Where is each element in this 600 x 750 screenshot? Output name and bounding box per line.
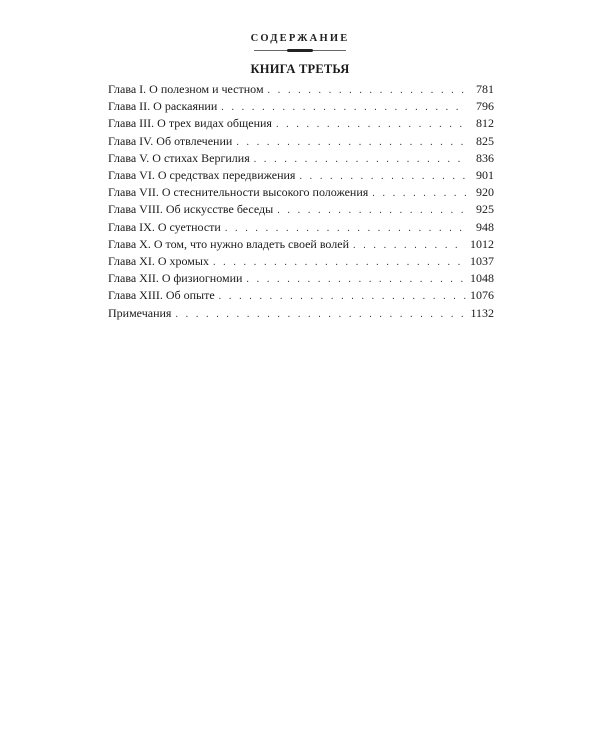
dot-leader (225, 220, 466, 237)
toc-entry-page: 1048 (470, 271, 494, 286)
toc-entry-label: Глава XIII. Об опыте (108, 288, 215, 303)
dot-leader (353, 237, 466, 254)
book-title: КНИГА ТРЕТЬЯ (250, 62, 350, 76)
toc-entry-page: 901 (476, 167, 494, 182)
toc-entry-page: 920 (476, 185, 494, 200)
toc-entry-page: 825 (476, 133, 494, 148)
toc-entry[interactable] (108, 115, 494, 132)
toc-entry[interactable] (108, 150, 494, 167)
running-title: СОДЕРЖАНИЕ (250, 33, 350, 44)
toc-entry[interactable] (108, 167, 494, 184)
toc-entry-page: 1037 (470, 253, 494, 268)
toc-entry[interactable] (108, 270, 494, 287)
notes-page: 1132 (470, 306, 494, 320)
toc-entry-page: 796 (476, 99, 494, 114)
dot-leader (299, 168, 466, 185)
toc-entry[interactable] (108, 287, 494, 304)
toc-entry-label: Глава XI. О хромых (108, 253, 209, 268)
dot-leader (254, 151, 466, 168)
toc-entry-label: Глава VIII. Об искусстве беседы (108, 202, 274, 217)
toc-entry-label: Глава VII. О стеснительности высокого положения (108, 185, 369, 200)
page-header (0, 33, 600, 51)
toc-entry-label: Глава IX. О суетности (108, 219, 221, 234)
toc-entry[interactable] (108, 236, 494, 253)
dot-leader (175, 306, 466, 323)
notes-section (108, 305, 494, 322)
dot-leader (268, 82, 466, 99)
toc-entry[interactable] (108, 81, 494, 98)
toc-entry[interactable] (108, 133, 494, 150)
toc-entry-label: Глава I. О полезном и честном (108, 82, 264, 96)
table-of-contents (108, 81, 494, 304)
toc-entry-label: Глава XII. О физиогномии (108, 271, 243, 286)
toc-entry[interactable] (108, 98, 494, 115)
dot-leader (372, 185, 466, 202)
toc-entry-notes[interactable] (108, 305, 494, 322)
toc-entry[interactable] (108, 253, 494, 270)
toc-entry[interactable] (108, 184, 494, 201)
toc-entry-label: Глава III. О трех видах общения (108, 116, 272, 131)
toc-entry-page: 1076 (470, 288, 494, 303)
dot-leader (236, 134, 466, 151)
dot-leader (277, 202, 466, 219)
dot-leader (219, 288, 466, 305)
toc-entry-label: Глава VI. О средствах передвижения (108, 167, 296, 182)
dot-leader (221, 99, 466, 116)
toc-entry-label: Глава X. О том, что нужно владеть своей волей (108, 236, 350, 251)
toc-entry-page: 1012 (470, 236, 494, 251)
toc-entry-label: Глава IV. Об отвлечении (108, 133, 233, 148)
toc-entry-page: 948 (476, 219, 494, 234)
toc-entry-page: 925 (476, 202, 494, 217)
toc-entry-label: Глава V. О стихах Вергилия (108, 150, 250, 165)
dot-leader (276, 116, 466, 133)
header-divider (254, 50, 346, 51)
toc-entry-page: 781 (476, 82, 494, 96)
dot-leader (213, 254, 466, 271)
toc-entry-label: Глава II. О раскаянии (108, 99, 218, 114)
notes-label: Примечания (108, 306, 172, 320)
toc-entry[interactable] (108, 219, 494, 236)
toc-entry-page: 812 (476, 116, 494, 131)
dot-leader (246, 271, 466, 288)
toc-entry-page: 836 (476, 150, 494, 165)
toc-entry[interactable] (108, 201, 494, 218)
